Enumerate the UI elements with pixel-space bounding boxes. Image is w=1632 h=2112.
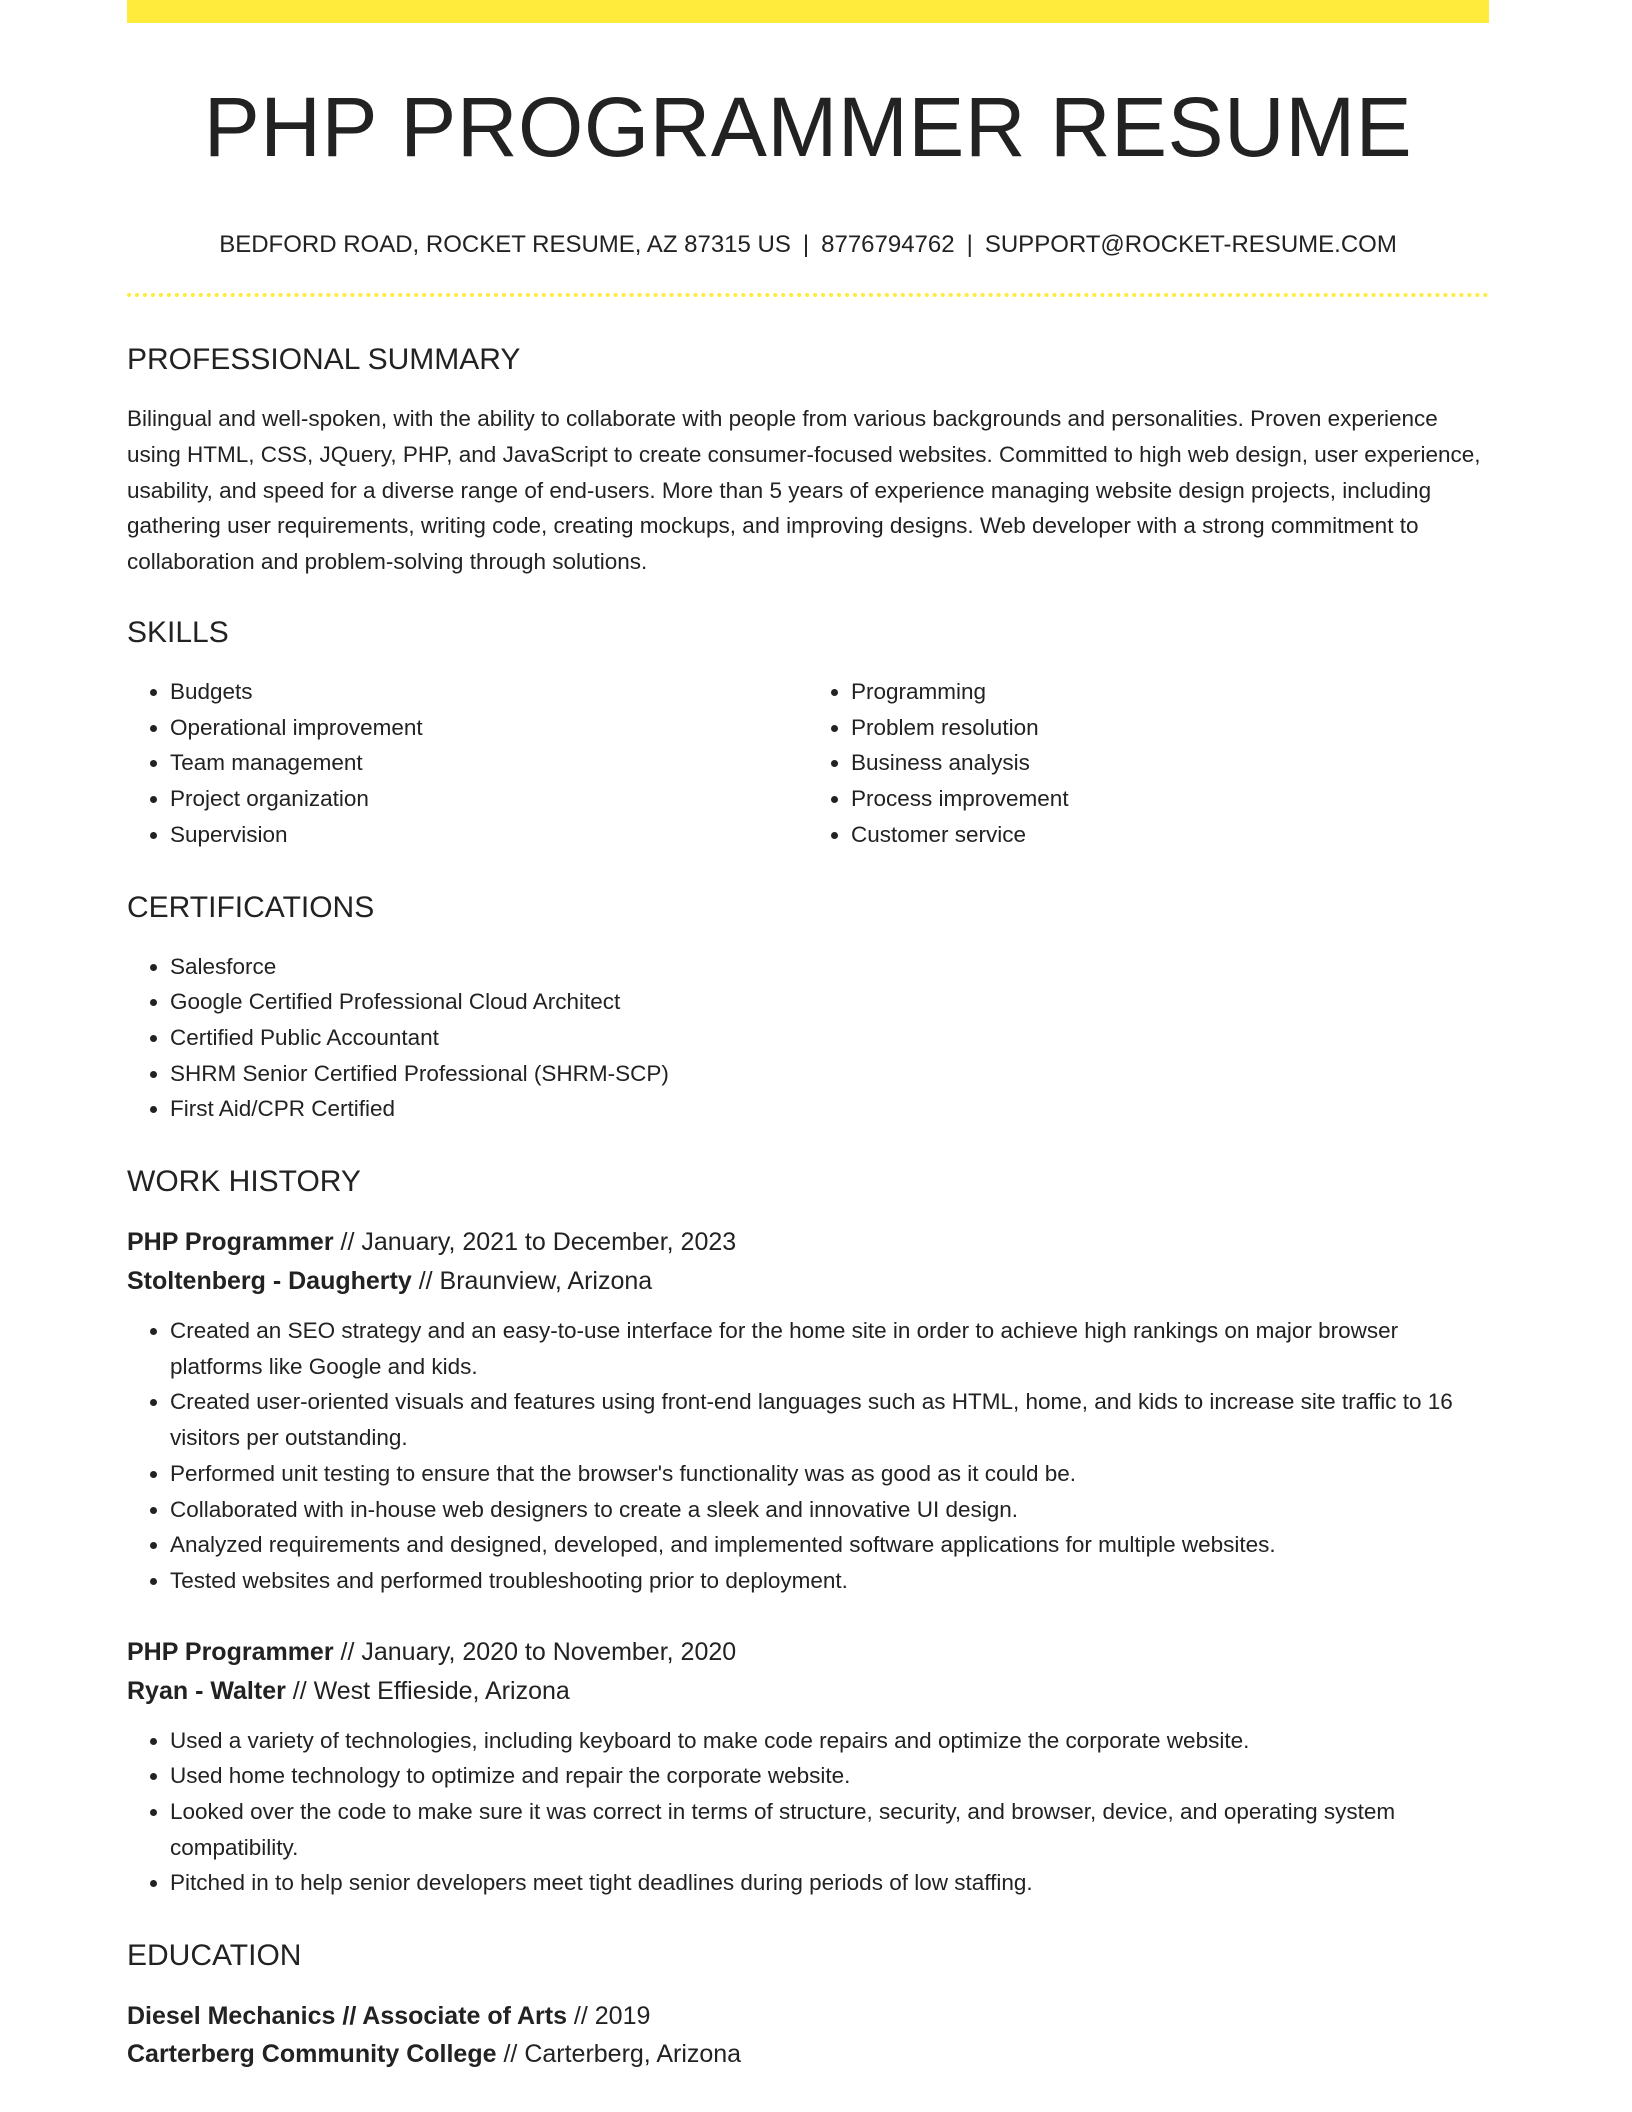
job-bullet: • Tested websites and performed troubleshooting prior to deployment. [170, 1563, 1489, 1599]
job-company-line [127, 1262, 1489, 1301]
job-title-line [127, 1223, 1489, 1262]
job-location: West Effieside, Arizona [313, 1676, 570, 1705]
job-entry [127, 1223, 1489, 1599]
job-separator: // [333, 1637, 362, 1666]
skills-columns [127, 674, 1489, 853]
education-separator: // [496, 2040, 525, 2069]
certifications-list [127, 949, 1489, 1128]
education-heading: EDUCATION [127, 1939, 302, 1973]
job-company: Stoltenberg - Daugherty [127, 1267, 412, 1296]
skill-item: • Budgets [170, 674, 808, 710]
skills-section [127, 615, 1489, 853]
job-title: PHP Programmer [127, 1637, 334, 1666]
skill-item: • Process improvement [851, 781, 1489, 817]
skill-item: • Problem resolution [851, 710, 1489, 746]
contact-line [127, 233, 1489, 257]
education-year: 2019 [594, 2002, 651, 2031]
job-bullets [127, 1723, 1489, 1902]
job-company: Ryan - Walter [127, 1676, 286, 1705]
education-degree-line [127, 1997, 1489, 2035]
job-bullet: • Performed unit testing to ensure that the browser's functionality was as good as it could be. [170, 1456, 1489, 1492]
job-bullet: • Pitched in to help senior developers meet tight deadlines during periods of low staffing. [170, 1865, 1489, 1901]
contact-email[interactable]: SUPPORT@ROCKET-RESUME.COM [984, 231, 1397, 258]
job-bullet: • Created user-oriented visuals and features using front-end languages such as HTML, home, and kids to increase site traffic to 16 visitors per outstanding. [170, 1384, 1489, 1455]
skill-item: • Team management [170, 745, 808, 781]
job-entry [127, 1633, 1489, 1902]
dotted-divider [127, 293, 1489, 297]
education-separator: // [566, 2002, 595, 2031]
job-bullets [127, 1313, 1489, 1599]
job-bullet: • Looked over the code to make sure it was correct in terms of structure, security, and browser, device, and operating system compatibility. [170, 1794, 1489, 1865]
job-company-line [127, 1672, 1489, 1711]
job-bullet: • Used a variety of technologies, including keyboard to make code repairs and optimize the corporate website. [170, 1723, 1489, 1759]
skill-item: • Programming [851, 674, 1489, 710]
skills-heading: SKILLS [127, 615, 229, 649]
summary-section [127, 345, 1489, 580]
resume-page [127, 0, 1489, 2073]
skills-list-right [808, 674, 1489, 853]
job-title-line [127, 1633, 1489, 1672]
certifications-heading: CERTIFICATIONS [127, 890, 375, 924]
contact-separator: | [966, 231, 973, 258]
education-school: Carterberg Community College [127, 2040, 497, 2069]
summary-text: Bilingual and well-spoken, with the ability to collaborate with people from various backgrounds and personalities. Proven experience using HTML, CSS, JQuery, PHP, and JavaScript to create consumer-focused websites. Committed to high web design, user experience, usability, and speed for a diverse range of end-users. More than 5 years of experience managing website design projects, including gathering user requirements, writing code, creating mockups, and improving designs. Web developer with a strong commitment to collaboration and problem-solving through solutions. [127, 406, 1481, 575]
summary-heading: PROFESSIONAL SUMMARY [127, 343, 521, 376]
skill-item: • Operational improvement [170, 710, 808, 746]
resume-title: PHP PROGRAMMER RESUME [203, 80, 1413, 174]
job-separator: // [411, 1267, 440, 1296]
work-history-section [127, 1167, 1489, 1901]
job-separator: // [285, 1676, 314, 1705]
education-entry [127, 1997, 1489, 2073]
skills-list-left [127, 674, 808, 853]
skill-item: • Supervision [170, 817, 808, 853]
job-dates: January, 2020 to November, 2020 [361, 1637, 737, 1666]
job-bullet: • Collaborated with in-house web designers to create a sleek and innovative UI design. [170, 1492, 1489, 1528]
education-location: Carterberg, Arizona [524, 2040, 742, 2069]
education-section [127, 1941, 1489, 2073]
education-school-line [127, 2035, 1489, 2073]
certifications-section [127, 890, 1489, 1128]
job-bullet: • Created an SEO strategy and an easy-to-use interface for the home site in order to achieve high rankings on major browser platforms like Google and kids. [170, 1313, 1489, 1384]
contact-address: BEDFORD ROAD, ROCKET RESUME, AZ 87315 US [219, 231, 791, 258]
certification-item: • Certified Public Accountant [170, 1020, 1489, 1056]
job-bullet: • Analyzed requirements and designed, developed, and implemented software applications for multiple websites. [170, 1527, 1489, 1563]
skill-item: • Project organization [170, 781, 808, 817]
skill-item: • Business analysis [851, 745, 1489, 781]
certification-item: • First Aid/CPR Certified [170, 1091, 1489, 1127]
certification-item: • SHRM Senior Certified Professional (SHRM-SCP) [170, 1056, 1489, 1092]
top-accent-bar [127, 0, 1489, 23]
certification-item: • Google Certified Professional Cloud Architect [170, 984, 1489, 1020]
contact-separator: | [802, 231, 810, 258]
job-bullet: • Used home technology to optimize and repair the corporate website. [170, 1758, 1489, 1794]
skill-item: • Customer service [851, 817, 1489, 853]
work-history-heading: WORK HISTORY [127, 1165, 361, 1199]
certification-item: • Salesforce [170, 949, 1489, 985]
contact-phone[interactable]: 8776794762 [821, 231, 955, 258]
job-title: PHP Programmer [127, 1228, 334, 1257]
job-separator: // [333, 1228, 362, 1257]
education-degree: Diesel Mechanics // Associate of Arts [127, 2002, 567, 2031]
job-dates: January, 2021 to December, 2023 [361, 1228, 737, 1257]
job-location: Braunview, Arizona [439, 1267, 653, 1296]
